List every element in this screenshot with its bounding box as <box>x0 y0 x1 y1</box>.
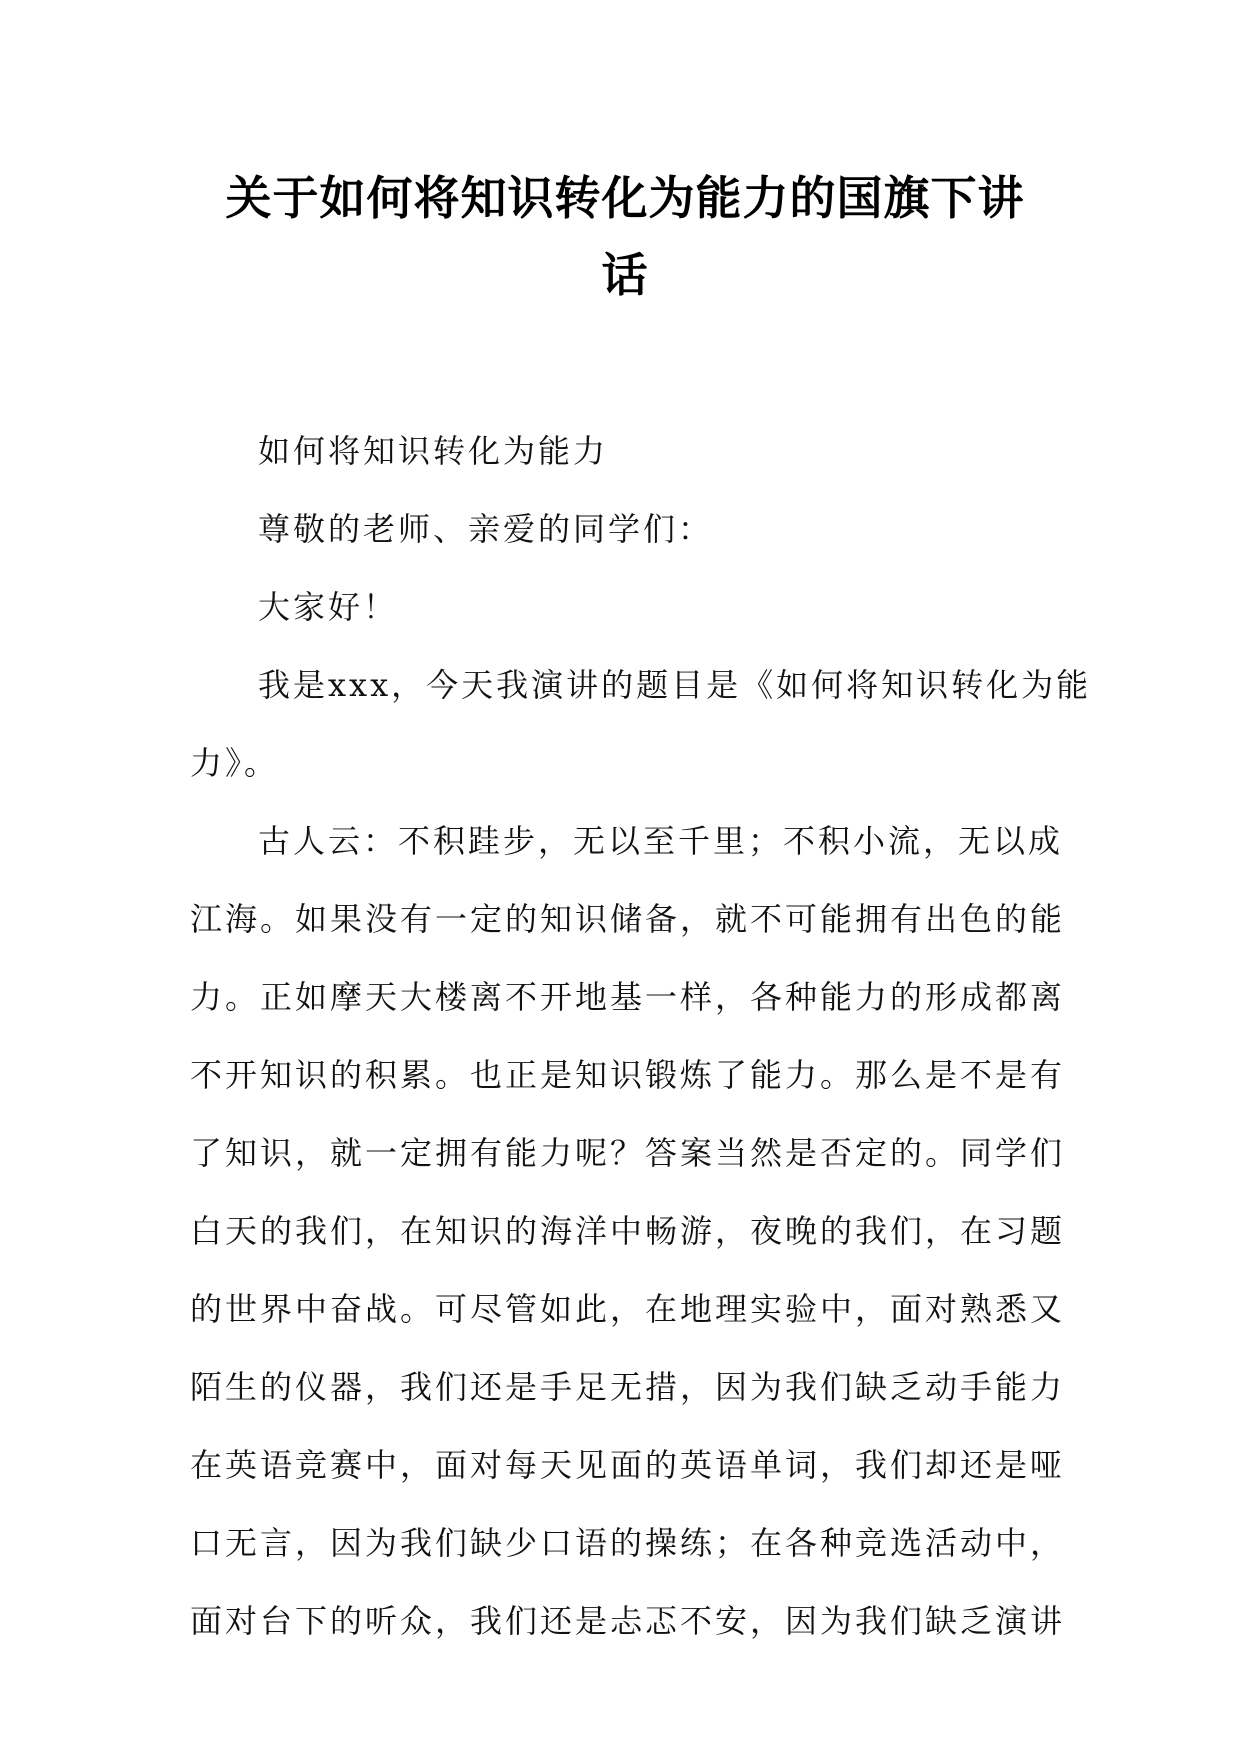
paragraph-line: 不开知识的积累。也正是知识锻炼了能力。那么是不是有 <box>190 1056 1066 1094</box>
document-title <box>190 160 1060 314</box>
title-line: 话 <box>601 248 649 302</box>
paragraph-line: 力》。 <box>190 744 280 782</box>
speech-heading: 如何将知识转化为能力 <box>258 432 609 470</box>
paragraph-line: 力。正如摩天大楼离不开地基一样，各种能力的形成都离 <box>190 978 1066 1016</box>
title-line: 关于如何将知识转化为能力的国旗下讲 <box>225 171 1025 225</box>
paragraph-line: 陌生的仪器，我们还是手足无措，因为我们缺乏动手能力 <box>190 1368 1066 1406</box>
paragraph-line: 的世界中奋战。可尽管如此，在地理实验中，面对熟悉又 <box>190 1290 1066 1328</box>
paragraph-line: 口无言，因为我们缺少口语的操练；在各种竞选活动中， <box>190 1524 1066 1562</box>
salutation: 尊敬的老师、亲爱的同学们： <box>258 510 714 548</box>
paragraph-line: 我是xxx，今天我演讲的题目是《如何将知识转化为能 <box>258 666 1092 704</box>
greeting: 大家好！ <box>258 588 399 626</box>
paragraph-line: 白天的我们，在知识的海洋中畅游，夜晚的我们，在习题 <box>190 1212 1066 1250</box>
paragraph-line: 江海。如果没有一定的知识储备，就不可能拥有出色的能 <box>190 900 1066 938</box>
speech-body <box>190 412 1092 1660</box>
paragraph-line: 了知识，就一定拥有能力呢？答案当然是否定的。同学们 <box>190 1134 1066 1172</box>
paragraph-line: 面对台下的听众，我们还是忐忑不安，因为我们缺乏演讲 <box>190 1602 1066 1640</box>
paragraph-line: 在英语竞赛中，面对每天见面的英语单词，我们却还是哑 <box>190 1446 1066 1484</box>
paragraph-line: 古人云：不积跬步，无以至千里；不积小流，无以成 <box>258 822 1064 860</box>
